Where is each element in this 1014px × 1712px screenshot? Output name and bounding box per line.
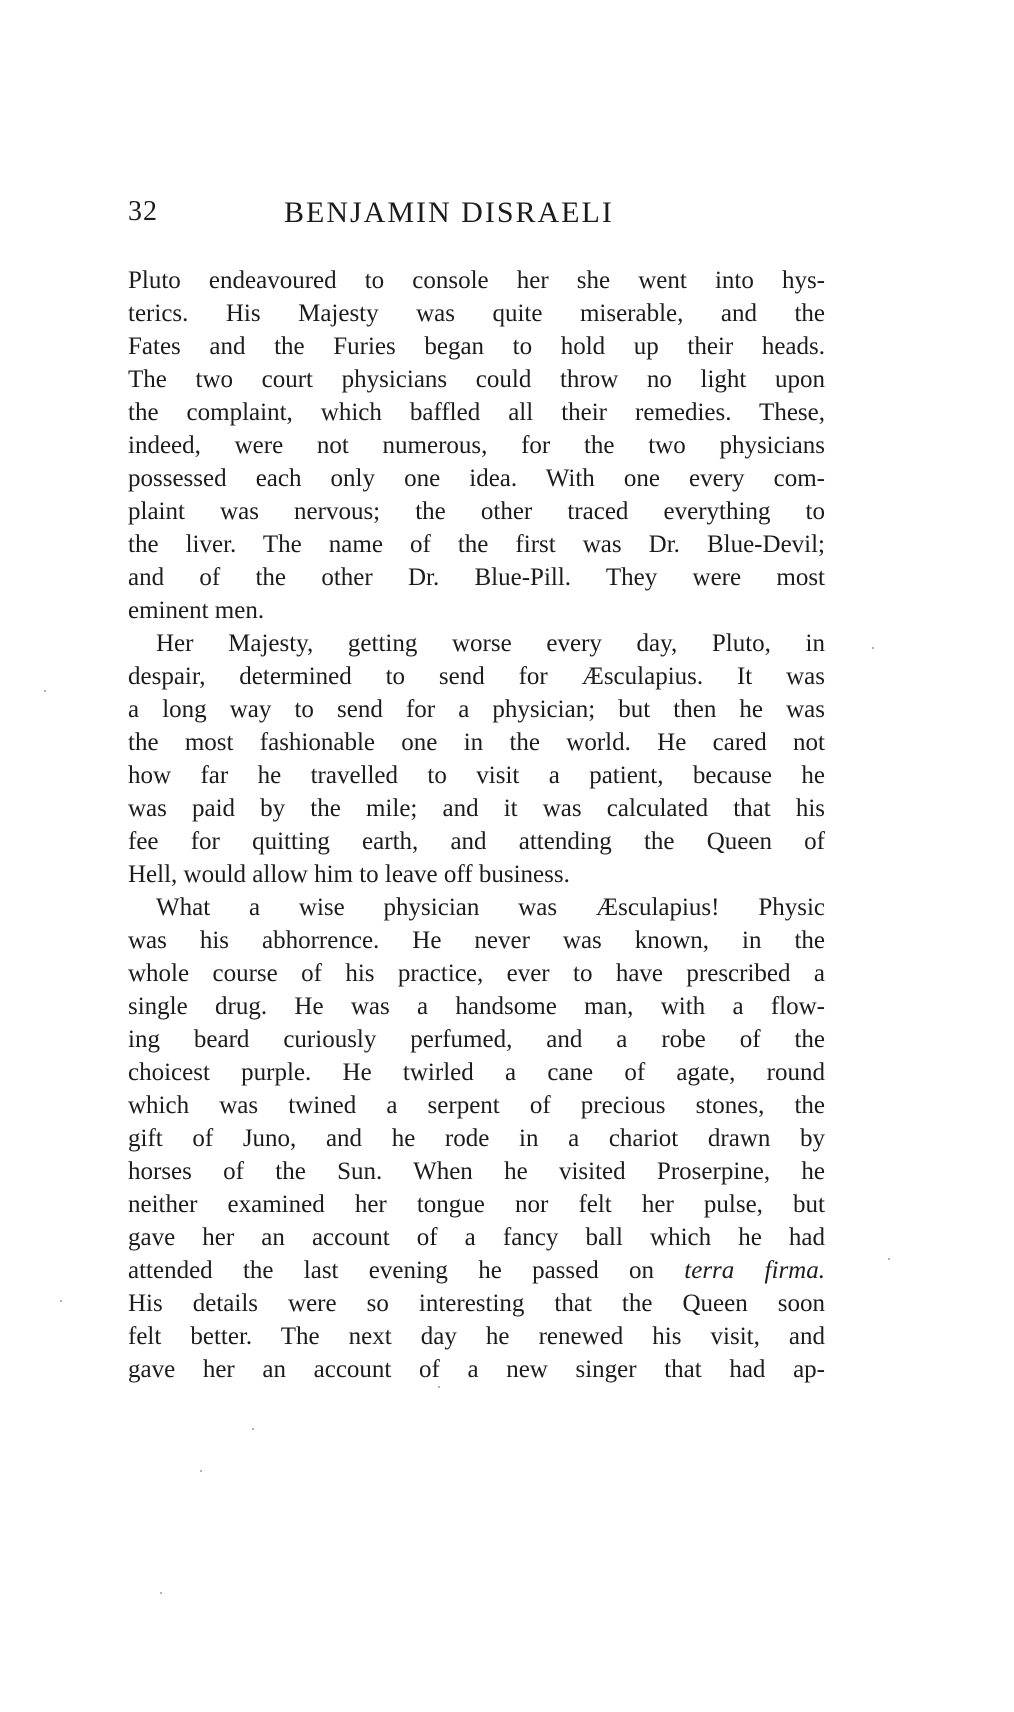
text-line: indeed, were not numerous, for the two physicians [128,432,825,459]
text-line: choicest purple. He twirled a cane of agate, round [128,1059,825,1086]
text-line: the most fashionable one in the world. He cared not [128,729,825,756]
text-line: the liver. The name of the first was Dr. Blue-Devil; [128,531,825,558]
text-line: plaint was nervous; the other traced everything to [128,498,825,525]
text-line: how far he travelled to visit a patient, because he [128,762,825,789]
scan-speck [160,1592,162,1594]
text-fragment: attended the last evening he passed on [128,1257,685,1284]
running-head [128,196,828,236]
text-line: single drug. He was a handsome man, with a flow- [128,993,825,1020]
scan-speck [438,1386,440,1388]
text-line: horses of the Sun. When he visited Proserpine, he [128,1158,825,1185]
paragraph-start-line: Her Majesty, getting worse every day, Pluto, in [156,630,825,657]
text-line: eminent men. [128,597,265,624]
text-line: Fates and the Furies began to hold up their heads. [128,333,825,360]
text-line: His details were so interesting that the Queen soon [128,1290,825,1317]
body-text [128,264,825,1386]
text-line: and of the other Dr. Blue-Pill. They were most [128,564,825,591]
scan-speck [44,690,46,692]
page-number: 32 [128,196,158,227]
text-line: which was twined a serpent of precious stones, the [128,1092,825,1119]
text-line: Hell, would allow him to leave off business. [128,861,570,888]
text-line: whole course of his practice, ever to have prescribed a [128,960,825,987]
text-line: felt better. The next day he renewed his visit, and [128,1323,825,1350]
text-line: the complaint, which baffled all their remedies. These, [128,399,825,426]
scan-speck [872,647,874,649]
paragraph-start-line: What a wise physician was Æsculapius! Physic [156,894,825,921]
text-line: was paid by the mile; and it was calculated that his [128,795,825,822]
text-line-with-italic [128,1254,825,1287]
scan-speck [200,1470,202,1472]
text-line: a long way to send for a physician; but then he was [128,696,825,723]
text-line: The two court physicians could throw no light upon [128,366,825,393]
running-title: BENJAMIN DISRAELI [284,196,614,229]
scan-speck [252,1428,254,1430]
text-line: possessed each only one idea. With one every com- [128,465,825,492]
text-line: terics. His Majesty was quite miserable, and the [128,300,825,327]
text-line: neither examined her tongue nor felt her pulse, but [128,1191,825,1218]
text-line: ing beard curiously perfumed, and a robe of the [128,1026,825,1053]
text-line: gift of Juno, and he rode in a chariot drawn by [128,1125,825,1152]
text-line: was his abhorrence. He never was known, in the [128,927,825,954]
text-line: Pluto endeavoured to console her she went into hys- [128,267,825,294]
scan-speck [60,1300,62,1302]
italic-phrase: terra firma. [684,1257,825,1284]
text-line: gave her an account of a fancy ball which he had [128,1224,825,1251]
scan-speck [888,1258,890,1260]
text-line: despair, determined to send for Æsculapius. It was [128,663,825,690]
text-line: fee for quitting earth, and attending the Queen of [128,828,825,855]
text-line: gave her an account of a new singer that had ap- [128,1356,825,1383]
